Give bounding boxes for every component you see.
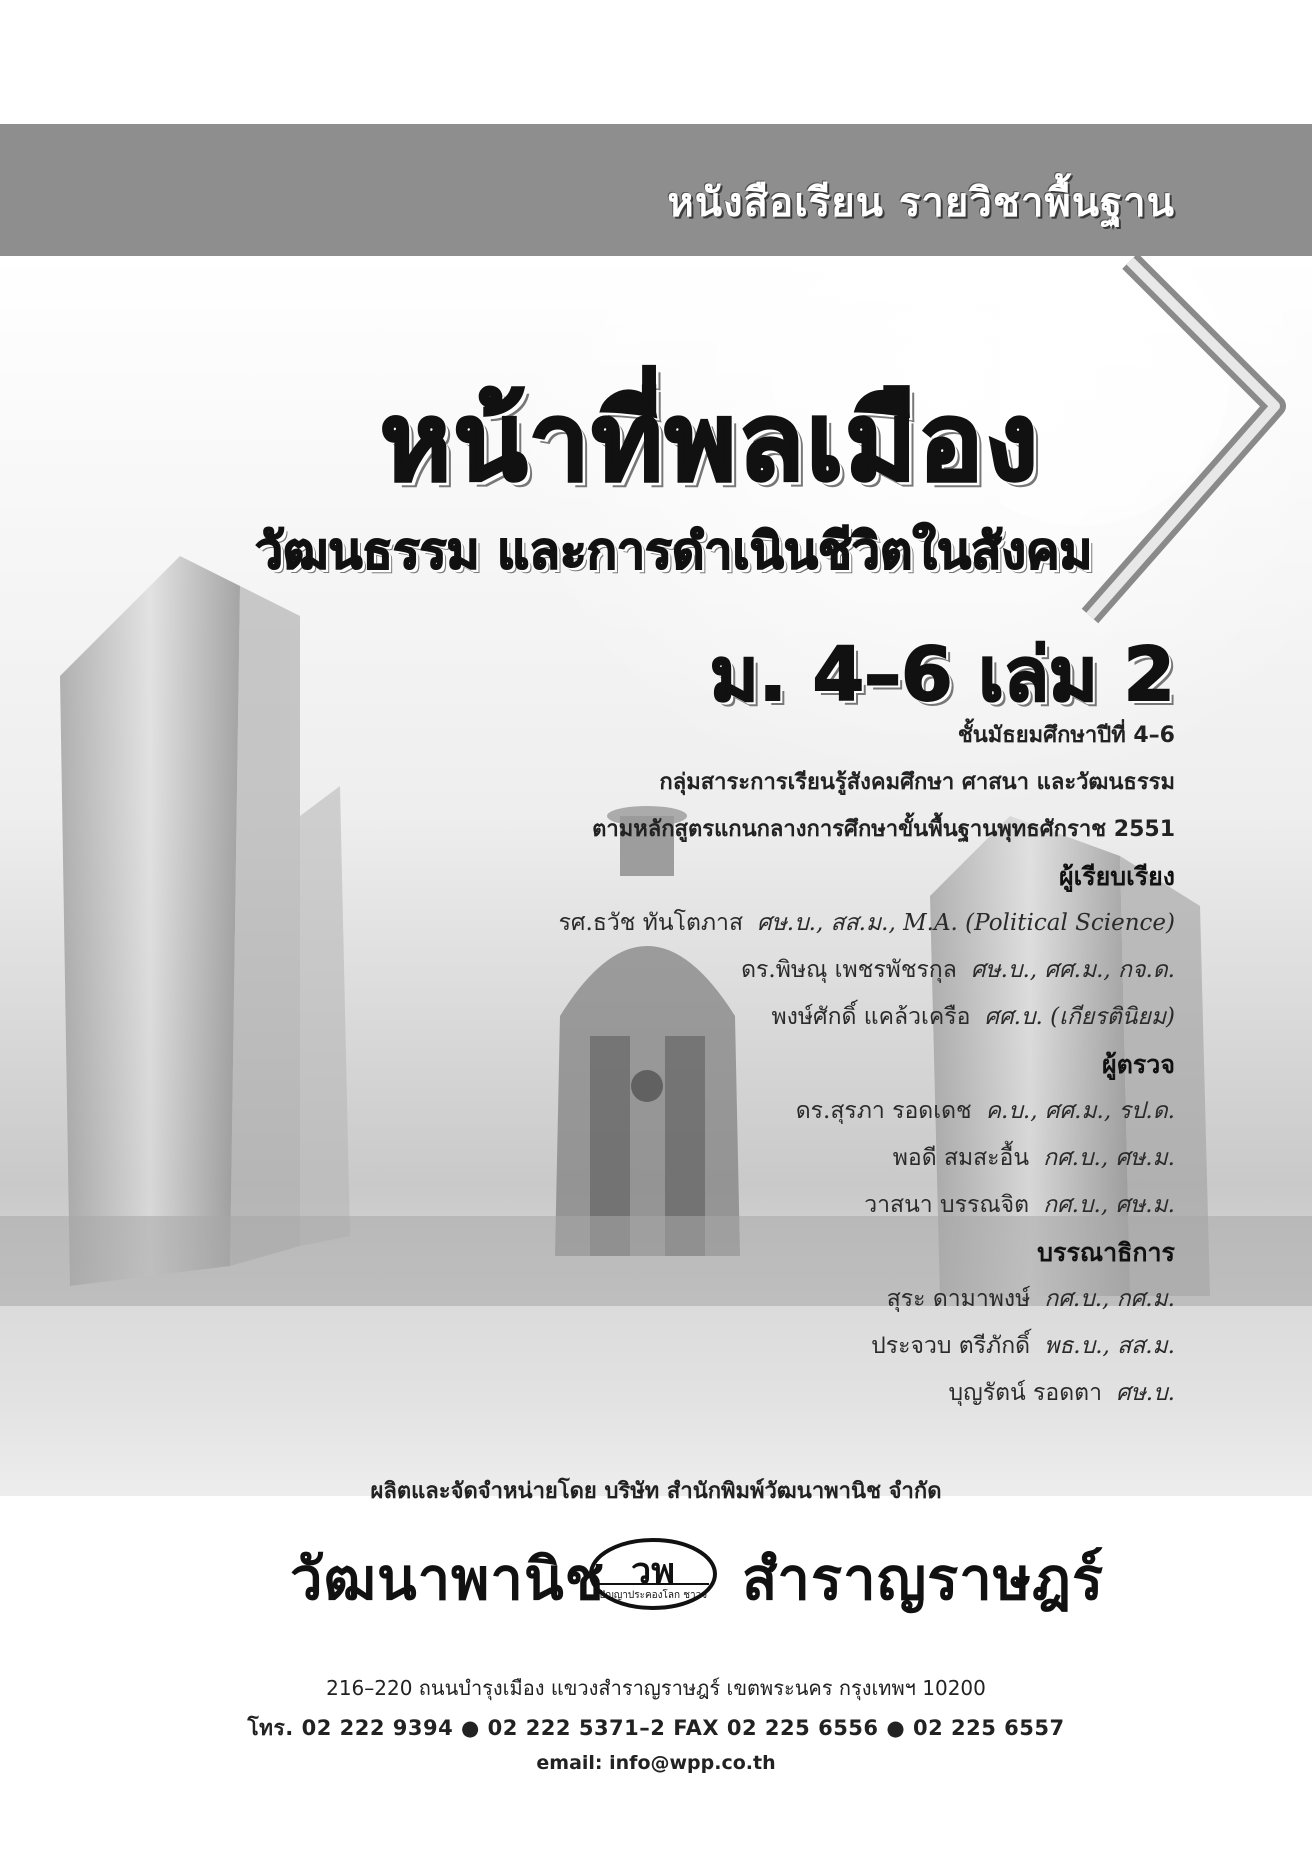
credit-person xyxy=(275,1135,1175,1182)
publisher-email: email: info@wpp.co.th xyxy=(536,1752,776,1774)
person-degrees: ศษ.บ. xyxy=(1116,1380,1175,1406)
person-name: ประจวบ ตรีภักดิ์ xyxy=(871,1333,1031,1359)
person-name: รศ.ธวัช ทันโตภาส xyxy=(558,910,743,936)
role-heading-reviewers: ผู้ตรวจ xyxy=(1102,1050,1175,1079)
publisher-logo xyxy=(0,1532,1312,1622)
person-name: วาสนา บรรณจิต xyxy=(864,1192,1030,1218)
brand-name-left: วัฒนาพานิช xyxy=(290,1545,605,1613)
publisher-seal-icon xyxy=(587,1536,719,1612)
person-degrees: กศ.บ., ศษ.ม. xyxy=(1043,1192,1175,1218)
person-degrees: กศ.บ., กศ.ม. xyxy=(1044,1286,1175,1312)
brand-name-right: สำราญราษฎร์ xyxy=(742,1545,1105,1613)
chevron-decoration-icon xyxy=(1000,256,1300,656)
person-name: สุระ ดามาพงษ์ xyxy=(886,1286,1031,1312)
book-title: หน้าที่พลเมือง xyxy=(380,380,1040,505)
person-name: พอดี สมสะอื้น xyxy=(892,1145,1030,1171)
publisher-address: 216–220 ถนนบำรุงเมือง แขวงสำราญราษฎร์ เขตพระนคร กรุงเทพฯ 10200 xyxy=(326,1676,986,1700)
credit-person xyxy=(275,1182,1175,1229)
subject-group-line: กลุ่มสาระการเรียนรู้สังคมศึกษา ศาสนา และวัฒนธรรม xyxy=(659,770,1175,795)
role-heading-editors: บรรณาธิการ xyxy=(1037,1238,1175,1267)
person-degrees: ศษ.บ., สส.ม., M.A. (Political Science) xyxy=(757,910,1175,936)
person-name: พงษ์ศักดิ์ แคล้วเครือ xyxy=(771,1004,971,1030)
credit-person xyxy=(275,994,1175,1041)
seal-motto: ปัญญาประคองโลก ชาวจ xyxy=(598,1590,708,1601)
curriculum-line: ตามหลักสูตรแกนกลางการศึกษาขั้นพื้นฐานพุทธศักราช 2551 xyxy=(592,817,1175,842)
person-degrees: พธ.บ., สส.ม. xyxy=(1044,1333,1175,1359)
grade-volume-label: ม. 4–6 เล่ม 2 xyxy=(709,632,1175,718)
publisher-phones: โทร. 02 222 9394 ● 02 222 5371–2 FAX 02 225 6556 ● 02 225 6557 xyxy=(247,1716,1065,1740)
series-label: หนังสือเรียน รายวิชาพื้นฐาน xyxy=(667,180,1175,226)
credit-person xyxy=(275,947,1175,994)
credit-person xyxy=(275,1276,1175,1323)
role-heading-compilers: ผู้เรียบเรียง xyxy=(1059,862,1175,891)
person-name: บุญรัตน์ รอดตา xyxy=(948,1380,1103,1406)
credit-person xyxy=(275,900,1175,947)
person-degrees: ค.บ., ศศ.ม., รป.ด. xyxy=(985,1098,1175,1124)
person-name: ดร.พิษณุ เพชรพัชรกุล xyxy=(741,957,957,983)
seal-mark: วพ xyxy=(631,1550,675,1592)
credit-person xyxy=(275,1088,1175,1135)
producer-line: ผลิตและจัดจำหน่ายโดย บริษัท สำนักพิมพ์วัฒนาพานิช จำกัด xyxy=(370,1479,942,1504)
level-line: ชั้นมัธยมศึกษาปีที่ 4–6 xyxy=(957,723,1175,748)
person-degrees: ศศ.บ. (เกียรตินิยม) xyxy=(984,1004,1175,1030)
credit-person xyxy=(275,1370,1175,1417)
credits-block xyxy=(275,712,1175,1417)
person-degrees: กศ.บ., ศษ.ม. xyxy=(1043,1145,1175,1171)
credit-person xyxy=(275,1323,1175,1370)
book-subtitle: วัฒนธรรม และการดำเนินชีวิตในสังคม xyxy=(255,522,1093,580)
person-name: ดร.สุรภา รอดเดช xyxy=(795,1098,972,1124)
person-degrees: ศษ.บ., ศศ.ม., กจ.ด. xyxy=(970,957,1175,983)
